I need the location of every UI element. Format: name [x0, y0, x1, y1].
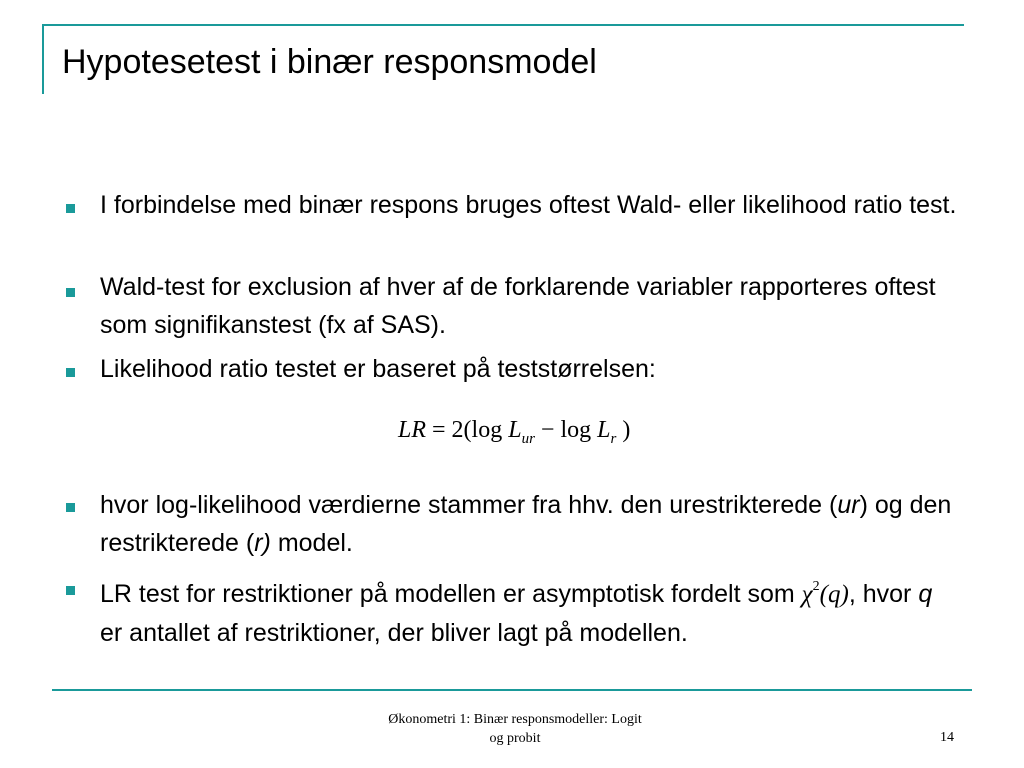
footer-caption-line-1: Økonometri 1: Binær responsmodeller: Logit: [388, 712, 642, 727]
chi-symbol: χ: [801, 581, 813, 608]
bullet-marker: [66, 368, 75, 377]
formula-close: ): [616, 417, 631, 443]
formula-sub-ur: ur: [521, 431, 535, 447]
formula-sub-r: r: [610, 431, 617, 447]
footer-caption: [355, 710, 675, 748]
lr-formula: [398, 412, 630, 457]
chi-superscript: 2: [812, 579, 820, 594]
bullet-marker: [66, 586, 75, 595]
bullet-5-em-q: q: [918, 580, 933, 608]
formula-lhs: LR: [398, 417, 427, 443]
bullet-marker: [66, 503, 75, 512]
chi-argument: (q): [819, 581, 849, 608]
bullet-item-4: [100, 486, 960, 562]
title-top-rule: [42, 24, 964, 26]
bullet-4-em-r: r): [254, 529, 271, 557]
bullet-item-5: [100, 568, 960, 652]
footer-rule: [52, 689, 972, 691]
bullet-item-3: Likelihood ratio testet er baseret på teststørrelsen:: [100, 355, 656, 383]
bullet-item-1: I forbindelse med binær respons bruges oftest Wald- eller likelihood ratio test.: [100, 191, 957, 219]
bullet-4-text-1: hvor log-likelihood værdierne stammer fra hhv. den urestrikterede (: [100, 491, 838, 519]
bullet-5-text-3: er antallet af restriktioner, der bliver lagt på modellen.: [100, 619, 688, 647]
footer-caption-line-2: og probit: [489, 731, 541, 746]
formula-L-r: L: [597, 417, 611, 443]
bullet-4-text-3: model.: [270, 529, 353, 557]
bullet-5-text-2: , hvor: [848, 580, 919, 608]
formula-L-ur: L: [508, 417, 522, 443]
page-number: 14: [940, 730, 954, 745]
formula-eq: = 2(log: [426, 417, 509, 443]
bullet-marker: [66, 204, 75, 213]
bullet-5-text-1: LR test for restriktioner på modellen er asymptotisk fordelt som: [100, 580, 802, 608]
bullet-4-em-ur: ur: [837, 491, 860, 519]
bullet-4-text-2: ) og den restrikterede (: [100, 491, 952, 557]
slide-title: Hypotesetest i binær responsmodel: [62, 43, 597, 81]
formula-minus: − log: [534, 417, 598, 443]
bullet-item-2: Wald-test for exclusion af hver af de forklarende variabler rapporteres oftest som signifikanstest (fx af SAS).: [100, 273, 936, 339]
title-left-rule: [42, 24, 44, 94]
bullet-marker: [66, 288, 75, 297]
